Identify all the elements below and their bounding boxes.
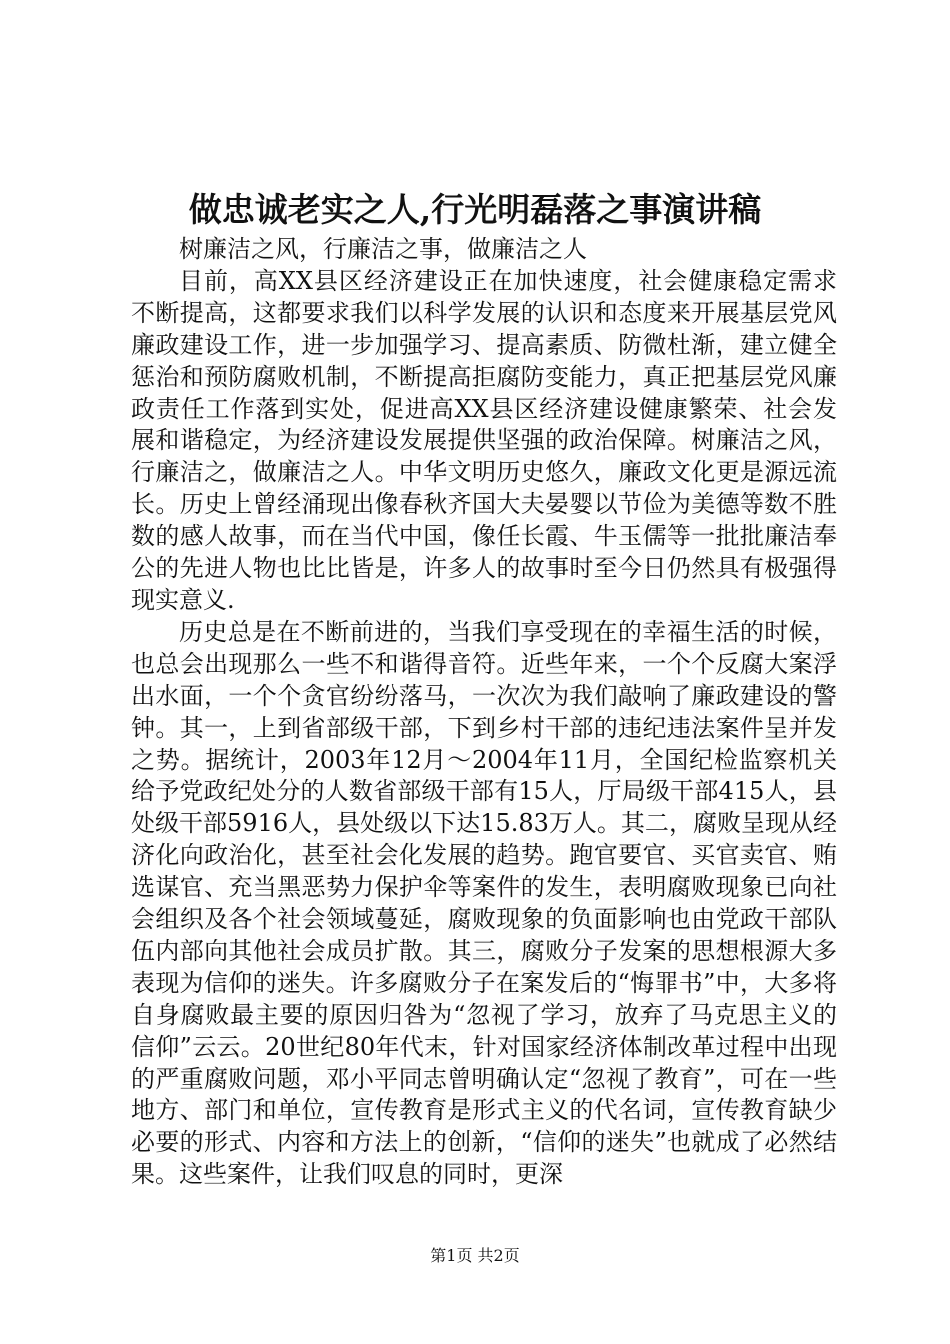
paragraph-subtitle: 树廉洁之风，行廉洁之事，做廉洁之人 — [179, 235, 587, 263]
paragraph: 历史总是在不断前进的，当我们享受现在的幸福生活的时候，也总会出现那么一些不和谐得音符。近些年来，一个个反腐大案浮出水面，一个个贪官纷纷落马，一次次为我们敲响了廉政建设的警钟。其一，上到省部级干部，下到乡村干部的违纪违法案件呈并发之势。据统计，2003年12月～2004年11月，全国纪检监察机关给予党政纪处分的人数省部级干部有15人，厅局级干部415人，县处级干部5916人，县处级以下达15.83万人。其二，腐败呈现从经济化向政治化，甚至社会化发展的趋势。跑官要官、买官卖官、贿选谋官、充当黑恶势力保护伞等案件的发生，表明腐败现象已向社会组织及各个社会领域蔓延，腐败现象的负面影响也由党政干部队伍内部向其他社会成员扩散。其三，腐败分子发案的思想根源大多表现为信仰的迷失。许多腐败分子在案发后的“悔罪书”中，大多将自身腐败最主要的原因归咎为“忽视了学习，放弃了马克思主义的信仰”云云。20世纪80年代末，针对国家经济体制改革过程中出现的严重腐败问题，邓小平同志曾明确认定“忽视了教育”，可在一些地方、部门和单位，宣传教育是形式主义的代名词，宣传教育缺少必要的形式、内容和方法上的创新，“信仰的迷失”也就成了必然结果。这些案件，让我们叹息的同时，更深 — [131, 617, 837, 1189]
page-number-footer: 第1页 共2页 — [430, 1246, 520, 1265]
document-body — [131, 234, 837, 1191]
paragraph: 目前，高XX县区经济建设正在加快速度，社会健康稳定需求不断提高，这都要求我们以科学发展的认识和态度来开展基层党风廉政建设工作，进一步加强学习、提高素质、防微杜渐，建立健全惩治和预防腐败机制，不断提高拒腐防变能力，真正把基层党风廉政责任工作落到实处，促进高XX县区经济建设健康繁荣、社会发展和谐稳定，为经济建设发展提供坚强的政治保障。树廉洁之风，行廉洁之，做廉洁之人。中华文明历史悠久，廉政文化更是源远流长。历史上曾经涌现出像春秋齐国大夫晏婴以节俭为美德等数不胜数的感人故事，而在当代中国，像任长霞、牛玉儒等一批批廉洁奉公的先进人物也比比皆是，许多人的故事时至今日仍然具有极强得现实意义. — [131, 266, 837, 614]
document-title: 做忠诚老实之人,行光明磊落之事演讲稿 — [188, 190, 762, 229]
